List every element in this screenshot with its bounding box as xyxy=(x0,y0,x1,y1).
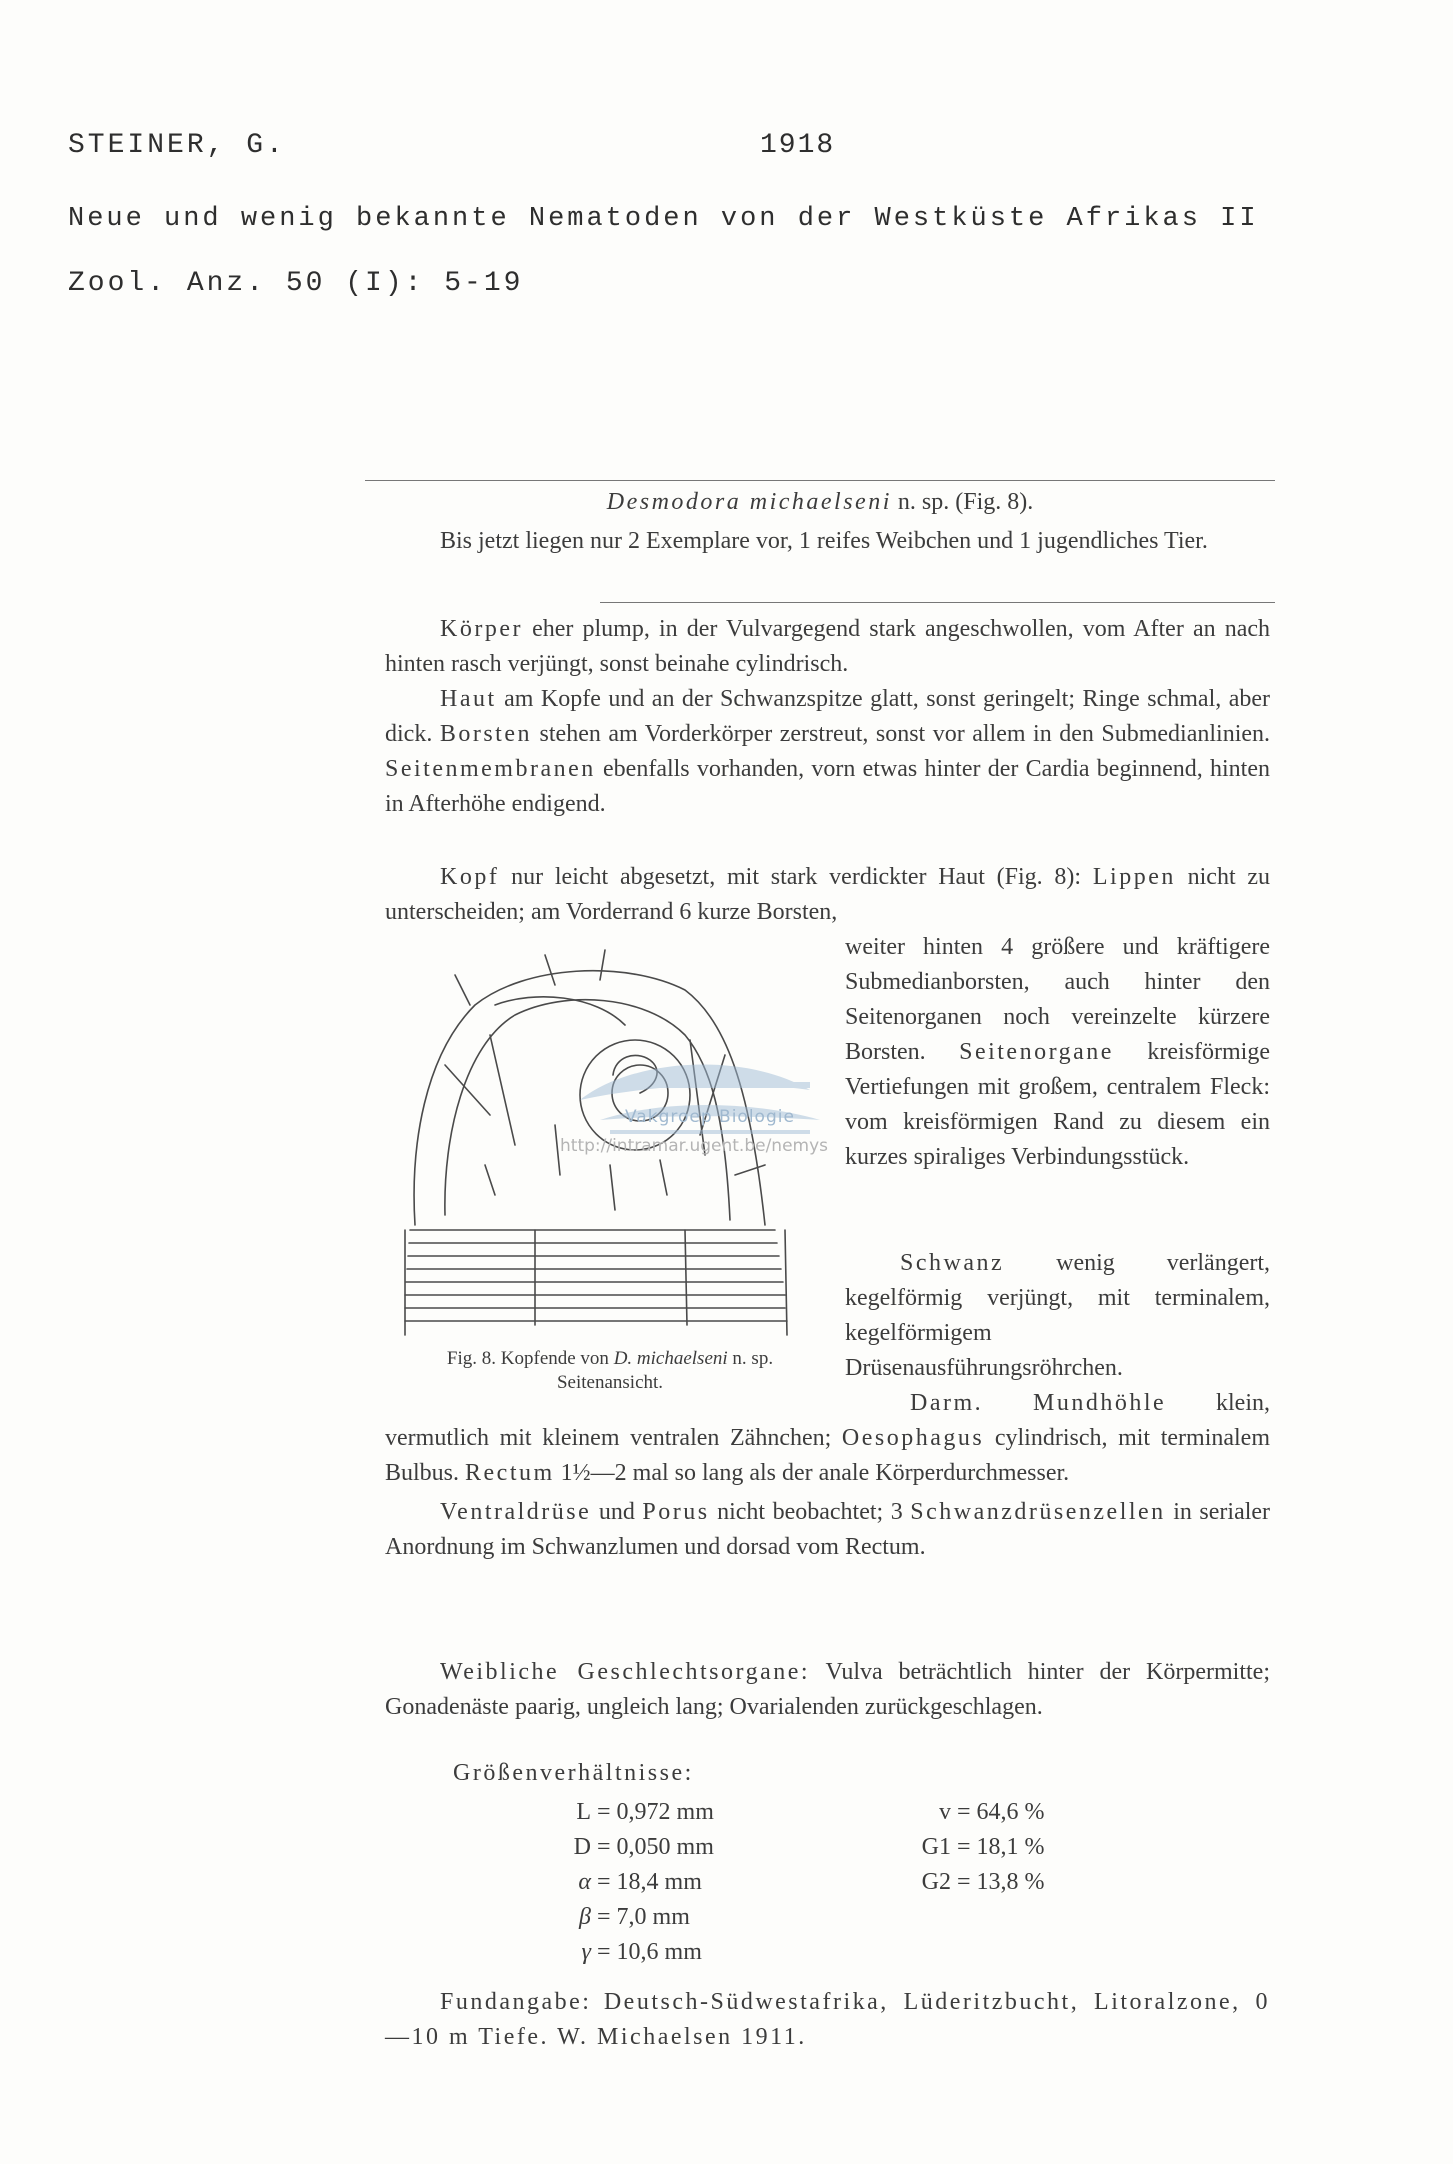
term-oesophagus: Oesophagus xyxy=(841,1425,985,1451)
measurement-v: v = 64,6 % xyxy=(939,1799,1045,1825)
term-haut: Haut xyxy=(440,686,497,712)
term-seitenorgane: Seitenorgane xyxy=(959,1039,1114,1065)
body-side-right xyxy=(785,1230,787,1335)
seta-7 xyxy=(455,975,470,1005)
measurement-beta: β = 7,0 mm xyxy=(579,1904,690,1930)
reference-title: Neue und wenig bekannte Nematoden von der Westküste Afrikas II xyxy=(68,204,1259,234)
caption-line2: Seitenansicht. xyxy=(556,1372,664,1393)
text-borsten: stehen am Vorderkörper zerstreut, sonst vor allem in den Submedianlinien. xyxy=(539,721,1271,747)
reference-author: STEINER, G. xyxy=(68,130,286,161)
text-weiblich: Vulva beträchtlich hinter der Körpermitte; Gonadenäste paarig, ungleich lang; Ovarialenden zurückgeschlagen. xyxy=(385,1659,1270,1720)
top-rule xyxy=(365,480,1275,481)
caption-prefix: Fig. 8. Kopfende von xyxy=(446,1348,609,1369)
term-schwanz: Schwanz xyxy=(900,1250,1005,1276)
seta-5 xyxy=(545,955,555,985)
text-rectum: 1½—2 mal so lang als der anale Körperdurchmesser. xyxy=(560,1460,1070,1486)
text-mundhoehle: klein, vermutlich mit kleinem ventralen Zähnchen; xyxy=(385,1390,1271,1451)
text-kopf: nur leicht abgesetzt, mit stark verdickter Haut (Fig. 8): xyxy=(511,864,1082,890)
paragraph-ventral xyxy=(385,1495,1270,1565)
paragraph-kopf-continued xyxy=(845,930,1270,1175)
term-ventraldruese: Ventraldrüse xyxy=(440,1499,592,1525)
text-koerper: eher plump, in der Vulvargegend stark angeschwollen, vom After an nach hinten rasch verjüngt, sonst beinahe cylindrisch. xyxy=(385,616,1271,677)
text-seitenmembranen: ebenfalls vorhanden, vorn etwas hinter der Cardia beginnend, hinten in Afterhöhe endigend. xyxy=(385,756,1270,817)
term-seitenmembranen: Seitenmembranen xyxy=(385,756,596,782)
term-darm: Darm. xyxy=(910,1390,984,1416)
text-lippen: nicht zu unterscheiden; am Vorderrand 6 kurze Borsten, xyxy=(385,864,1271,925)
term-lippen: Lippen xyxy=(1092,864,1176,890)
term-schwanzdruesenzellen: Schwanzdrüsenzellen xyxy=(910,1499,1166,1525)
text-schwanz: wenig verlängert, kegelförmig verjüngt, mit terminalem, kegelförmigem Drüsenausführungsröhrchen. xyxy=(845,1250,1270,1381)
measurement-G1: G1 = 18,1 % xyxy=(921,1834,1045,1860)
species-suffix: n. sp. (Fig. 8). xyxy=(897,489,1034,515)
text-schwanzdruesenzellen: in serialer Anordnung im Schwanzlumen und dorsad vom Rectum. xyxy=(385,1499,1271,1560)
text-porus: nicht beobachtet; 3 xyxy=(717,1499,903,1525)
paragraph-schwanz xyxy=(845,1246,1270,1386)
species-name: Desmodora michaelseni xyxy=(606,489,892,515)
text-borsten-kopf: weiter hinten 4 größere und kräftigere Submedianborsten, auch hinter den Seitenorganen noch vereinzelte kürzere Borsten. xyxy=(845,934,1270,1065)
watermark-name: Vakgroep Biologie xyxy=(625,1107,795,1127)
term-fundangabe: Fundangabe: xyxy=(440,1989,592,2015)
text-haut: am Kopfe und an der Schwanzspitze glatt, sonst geringelt; Ringe schmal, aber dick. xyxy=(385,686,1270,747)
reference-journal: Zool. Anz. 50 (I): 5-19 xyxy=(68,268,524,299)
text-fundangabe: Deutsch-Südwestafrika, Lüderitzbucht, Litoralzone, 0—10 m Tiefe. W. Michaelsen 1911. xyxy=(385,1989,1270,2050)
caption-species: D. michaelseni xyxy=(613,1348,728,1369)
paragraph-kopf xyxy=(385,860,1270,930)
internal-line-2 xyxy=(685,1230,687,1325)
paragraph-weiblich xyxy=(385,1655,1270,1725)
reference-year: 1918 xyxy=(760,130,836,161)
measurement-G2: G2 = 13,8 % xyxy=(921,1869,1045,1895)
term-kopf: Kopf xyxy=(440,864,500,890)
seta-2 xyxy=(490,1035,515,1145)
caption-suffix: n. sp. xyxy=(732,1348,774,1369)
text-oesophagus: cylindrisch, mit terminalem Bulbus. xyxy=(385,1425,1270,1486)
term-porus: Porus xyxy=(642,1499,710,1525)
paragraph-haut xyxy=(385,682,1270,822)
term-mundhoehle: Mundhöhle xyxy=(1033,1390,1167,1416)
paragraph-fundangabe xyxy=(385,1985,1270,2055)
measurement-gamma: γ = 10,6 mm xyxy=(581,1939,702,1965)
section-rule xyxy=(600,602,1275,603)
measurement-alpha: α = 18,4 mm xyxy=(578,1869,702,1895)
paragraph-koerper xyxy=(385,612,1270,682)
intro-paragraph: Bis jetzt liegen nur 2 Exemplare vor, 1 reifes Weibchen und 1 jugendliches Tier. xyxy=(440,528,1208,554)
species-heading xyxy=(370,486,1270,518)
term-koerper: Körper xyxy=(440,616,523,642)
seta-8 xyxy=(485,1165,495,1195)
term-weiblich: Weibliche Geschlechtsorgane: xyxy=(440,1659,811,1685)
watermark-logo xyxy=(540,990,870,1210)
term-rectum: Rectum xyxy=(465,1460,555,1486)
watermark-url: http://intramar.ugent.be/nemys xyxy=(560,1136,829,1156)
paragraph-darm xyxy=(385,1386,1270,1491)
seta-1 xyxy=(445,1065,490,1115)
text-seitenorgane: kreisförmige Vertiefungen mit großem, centralem Fleck: vom kreisförmigen Rand zu diesem ein kurzes spiraliges Verbindungsstück. xyxy=(845,1039,1270,1170)
term-borsten: Borsten xyxy=(439,721,533,747)
seta-6 xyxy=(600,950,605,980)
measurements-heading: Größenverhältnisse: xyxy=(453,1760,694,1786)
text-ventral-und: und xyxy=(598,1499,635,1525)
measurement-D: D = 0,050 mm xyxy=(573,1834,714,1860)
measurement-L: L = 0,972 mm xyxy=(576,1799,714,1825)
